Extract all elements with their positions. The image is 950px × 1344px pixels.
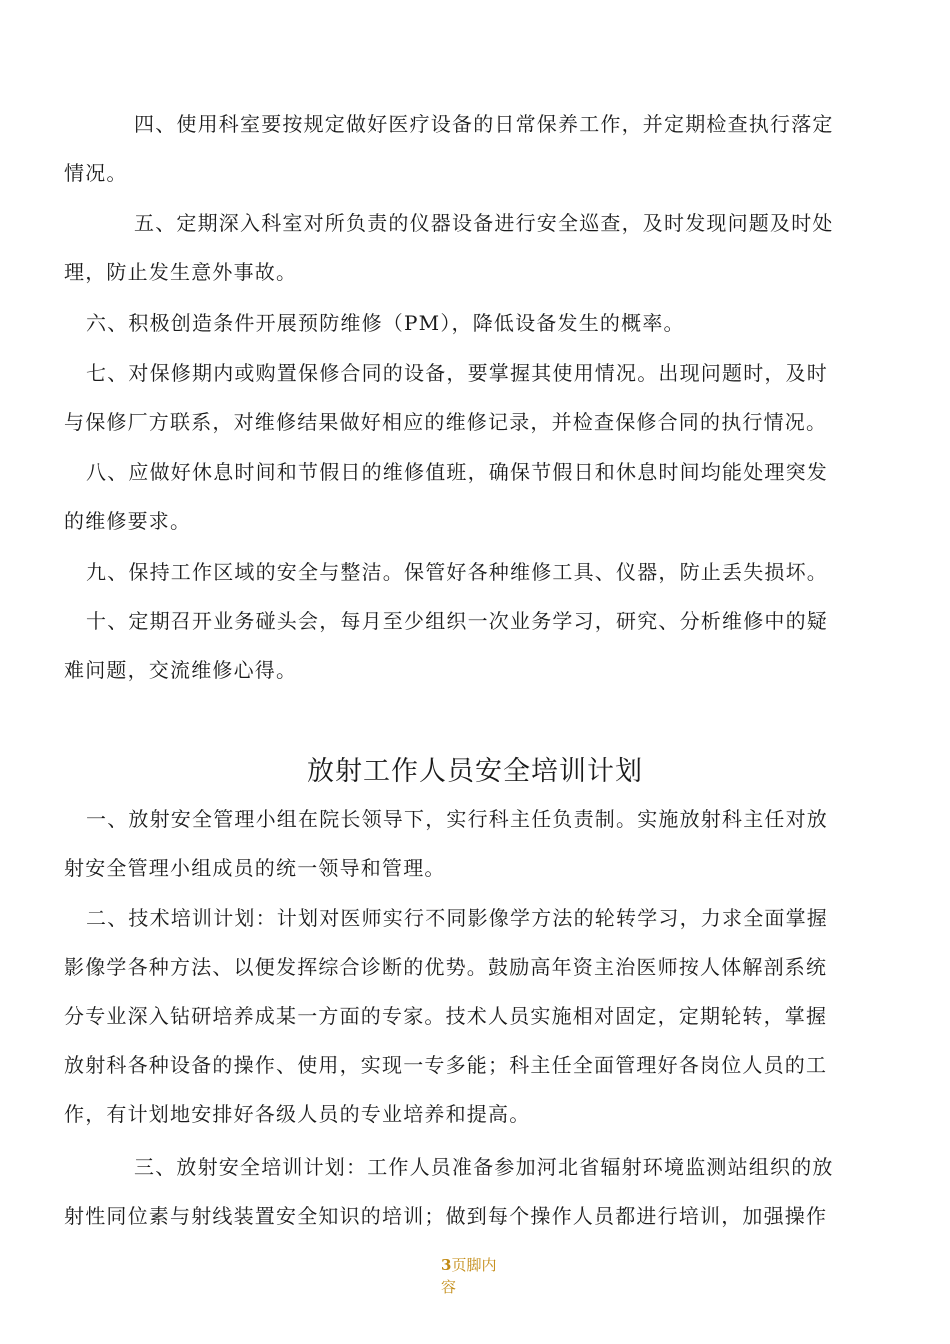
paragraph-line: 四、使用科室要按规定做好医疗设备的日常保养工作，并定期检查执行落定: [134, 112, 834, 136]
paragraph-line: 五、定期深入科室对所负责的仪器设备进行安全巡查，及时发现问题及时处: [134, 211, 834, 235]
paragraph-8: [64, 448, 894, 546]
paragraph-5: [64, 199, 894, 297]
paragraph-line: 的维修要求。: [64, 509, 192, 533]
paragraph-line: 理，防止发生意外事故。: [64, 260, 298, 284]
paragraph-line: 九、保持工作区域的安全与整洁。保管好各种维修工具、仪器，防止丢失损坏。: [86, 560, 828, 584]
paragraph-line: 影像学各种方法、以便发挥综合诊断的优势。鼓励高年资主治医师按人体解剖系统: [64, 955, 828, 979]
paragraph-line: 八、应做好休息时间和节假日的维修值班，确保节假日和休息时间均能处理突发: [86, 460, 828, 484]
section-paragraph-1: [64, 795, 894, 893]
paragraph-line: 射性同位素与射线装置安全知识的培训；做到每个操作人员都进行培训，加强操作: [64, 1204, 828, 1228]
paragraph-line: 难问题，交流维修心得。: [64, 658, 298, 682]
section-paragraph-3: [64, 1143, 894, 1241]
footer-text: 页脚内: [451, 1256, 497, 1274]
paragraph-4: [64, 100, 894, 198]
section-paragraph-2: [64, 894, 894, 1139]
paragraph-line: 放射科各种设备的操作、使用，实现一专多能；科主任全面管理好各岗位人员的工: [64, 1053, 828, 1077]
footer-text-continued: 容: [441, 1278, 457, 1296]
section-title: 放射工作人员安全培训计划: [307, 756, 643, 787]
paragraph-line: 分专业深入钻研培养成某一方面的专家。技术人员实施相对固定，定期轮转，掌握: [64, 1004, 828, 1028]
paragraph-7: [64, 349, 894, 447]
paragraph-line: 与保修厂方联系，对维修结果做好相应的维修记录，并检查保修合同的执行情况。: [64, 410, 828, 434]
paragraph-6: [64, 299, 894, 348]
page-number: 3: [441, 1256, 452, 1274]
page-footer: [441, 1254, 521, 1298]
paragraph-line: 情况。: [64, 161, 128, 185]
paragraph-9: [64, 548, 894, 597]
paragraph-line: 六、积极创造条件开展预防维修（PM），降低设备发生的概率。: [86, 311, 685, 335]
paragraph-line: 十、定期召开业务碰头会，每月至少组织一次业务学习，研究、分析维修中的疑: [86, 609, 828, 633]
paragraph-line: 三、放射安全培训计划：工作人员准备参加河北省辐射环境监测站组织的放: [134, 1155, 834, 1179]
paragraph-line: 二、技术培训计划：计划对医师实行不同影像学方法的轮转学习，力求全面掌握: [86, 906, 828, 930]
paragraph-line: 作，有计划地安排好各级人员的专业培养和提高。: [64, 1102, 531, 1126]
paragraph-10: [64, 597, 894, 695]
paragraph-line: 射安全管理小组成员的统一领导和管理。: [64, 856, 446, 880]
paragraph-line: 七、对保修期内或购置保修合同的设备，要掌握其使用情况。出现问题时，及时: [86, 361, 828, 385]
paragraph-line: 一、放射安全管理小组在院长领导下，实行科主任负责制。实施放射科主任对放: [86, 807, 828, 831]
